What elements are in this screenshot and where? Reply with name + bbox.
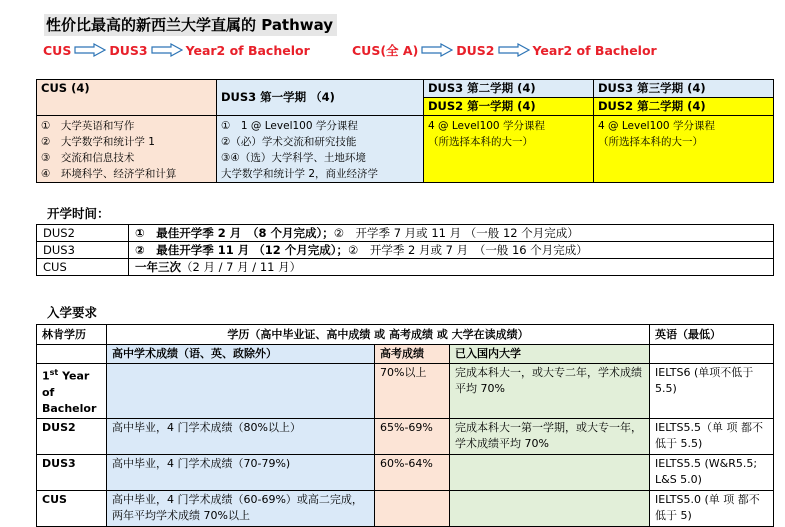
intake-program: CUS <box>37 259 129 276</box>
list-item: ③ 交流和信息技术 <box>41 152 135 164</box>
list-item: ② 大学数学和统计学 1 <box>41 136 155 148</box>
row-level <box>37 364 107 419</box>
list-item: ① 大学英语和写作 <box>41 120 135 132</box>
page-title: 性价比最高的新西兰大学直属的 Pathway <box>44 14 337 36</box>
intake-other: ② 开学季 7 月或 11 月 （一般 12 个月完成） <box>333 226 579 240</box>
row-university: 完成本科大一第一学期，或大专一年，学术成绩平均 70% <box>450 418 650 454</box>
list-item: 4 @ Level100 学分课程 <box>428 120 545 132</box>
row-university <box>450 454 650 490</box>
intake-table <box>36 224 774 276</box>
intake-detail <box>129 259 774 276</box>
list-item: ③④（选）大学科学、土地环境 <box>221 152 366 164</box>
row-university <box>450 490 650 526</box>
row-highschool <box>107 364 375 419</box>
intake-other: （2 月 / 7 月 / 11 月） <box>181 260 302 274</box>
header-dus3-s1: DUS3 第一学期 （4) <box>217 80 424 116</box>
table-row <box>37 242 774 259</box>
pathway-1 <box>43 41 310 59</box>
list-item: ① 1 @ Level100 学分课程 <box>221 120 358 132</box>
requirements-table <box>36 324 774 527</box>
table-row <box>37 454 774 490</box>
requirements-label: 入学要求 <box>47 305 98 320</box>
table-row <box>37 490 774 526</box>
intake-best: 一年三次 <box>135 260 181 274</box>
pathway-1-step-2: DUS3 <box>109 42 148 58</box>
cus-course-list <box>37 116 217 183</box>
table-row <box>37 225 774 242</box>
header-academic: 学历（高中毕业证、高中成绩 或 高考成绩 或 大学在读成绩） <box>107 325 650 345</box>
pathway-2-step-2: DUS2 <box>456 42 495 58</box>
table-row <box>37 418 774 454</box>
row-english: IELTS6 (单项不低于 5.5) <box>650 364 774 419</box>
row-level-text-2: Year of Bachelor <box>42 369 97 415</box>
pathway-2 <box>352 41 657 59</box>
intake-best: ② 最佳开学季 11 月 （12 个月完成）； <box>135 243 349 257</box>
list-item: 4 @ Level100 学分课程 <box>598 120 715 132</box>
intake-program: DUS2 <box>37 225 129 242</box>
header-dus2-s1: DUS2 第一学期 (4) <box>424 98 594 116</box>
intake-detail <box>129 242 774 259</box>
header-university: 已入国内大学 <box>450 345 650 364</box>
intake-other: ② 开学季 2 月或 7 月 （一般 16 个月完成） <box>348 243 588 257</box>
row-gaokao: 70%以上 <box>375 364 450 419</box>
intake-program: DUS3 <box>37 242 129 259</box>
row-level-sup: st <box>49 368 59 377</box>
row-level: DUS2 <box>37 418 107 454</box>
col4-course-list <box>594 116 774 183</box>
header-education: 林肯学历 <box>37 325 107 345</box>
header-dus3-s3: DUS3 第三学期 (4) <box>594 80 774 98</box>
list-item: （所选择本科的大一） <box>428 136 533 148</box>
arrow-right-icon <box>498 43 530 57</box>
header-gaokao: 高考成绩 <box>375 345 450 364</box>
intake-label: 开学时间： <box>47 206 110 221</box>
header-dus3-s2: DUS3 第二学期 (4) <box>424 80 594 98</box>
arrow-right-icon <box>74 43 106 57</box>
course-table <box>36 79 774 183</box>
table-row <box>37 364 774 419</box>
row-highschool: 高中毕业，4 门学术成绩（60-69%）或高二完成，两年平均学术成绩 70%以上 <box>107 490 375 526</box>
arrow-right-icon <box>151 43 183 57</box>
pathway-2-step-3: Year2 of Bachelor <box>532 42 657 58</box>
list-item: ②（必）学术交流和研究技能 <box>221 136 357 148</box>
list-item: （所选择本科的大一） <box>598 136 703 148</box>
header-highschool: 高中学术成绩（语、英、政除外） <box>107 345 375 364</box>
list-item: 大学数学和统计学 2，商业经济学 <box>221 168 379 180</box>
list-item: ④ 环境科学、经济学和计算 <box>41 168 177 180</box>
row-university: 完成本科大一，或大专二年，学术成绩平均 70% <box>450 364 650 419</box>
pathway-2-step-1: CUS(全 A) <box>352 43 419 58</box>
row-english: IELTS5.0 (单 项 都不低于 5) <box>650 490 774 526</box>
row-english: IELTS5.5（单 项 都不低于 5.5) <box>650 418 774 454</box>
row-gaokao <box>375 490 450 526</box>
pathway-1-step-3: Year2 of Bachelor <box>185 42 310 58</box>
row-level-text: 1 <box>42 369 50 383</box>
pathway-1-step-1: CUS <box>43 42 72 58</box>
dus3-s1-course-list <box>217 116 424 183</box>
col3-course-list <box>424 116 594 183</box>
row-level: DUS3 <box>37 454 107 490</box>
intake-best: ① 最佳开学季 2 月 （8 个月完成）； <box>135 226 334 240</box>
row-level: CUS <box>37 490 107 526</box>
row-english: IELTS5.5 (W&R5.5; L&S 5.0) <box>650 454 774 490</box>
row-highschool: 高中毕业，4 门学术成绩（80%以上） <box>107 418 375 454</box>
header-cus: CUS (4) <box>37 80 217 116</box>
row-highschool: 高中毕业，4 门学术成绩（70-79%) <box>107 454 375 490</box>
table-row <box>37 259 774 276</box>
row-gaokao: 60%-64% <box>375 454 450 490</box>
row-gaokao: 65%-69% <box>375 418 450 454</box>
header-english: 英语（最低） <box>650 325 774 345</box>
arrow-right-icon <box>421 43 453 57</box>
header-dus2-s2: DUS2 第二学期 (4) <box>594 98 774 116</box>
intake-detail <box>129 225 774 242</box>
